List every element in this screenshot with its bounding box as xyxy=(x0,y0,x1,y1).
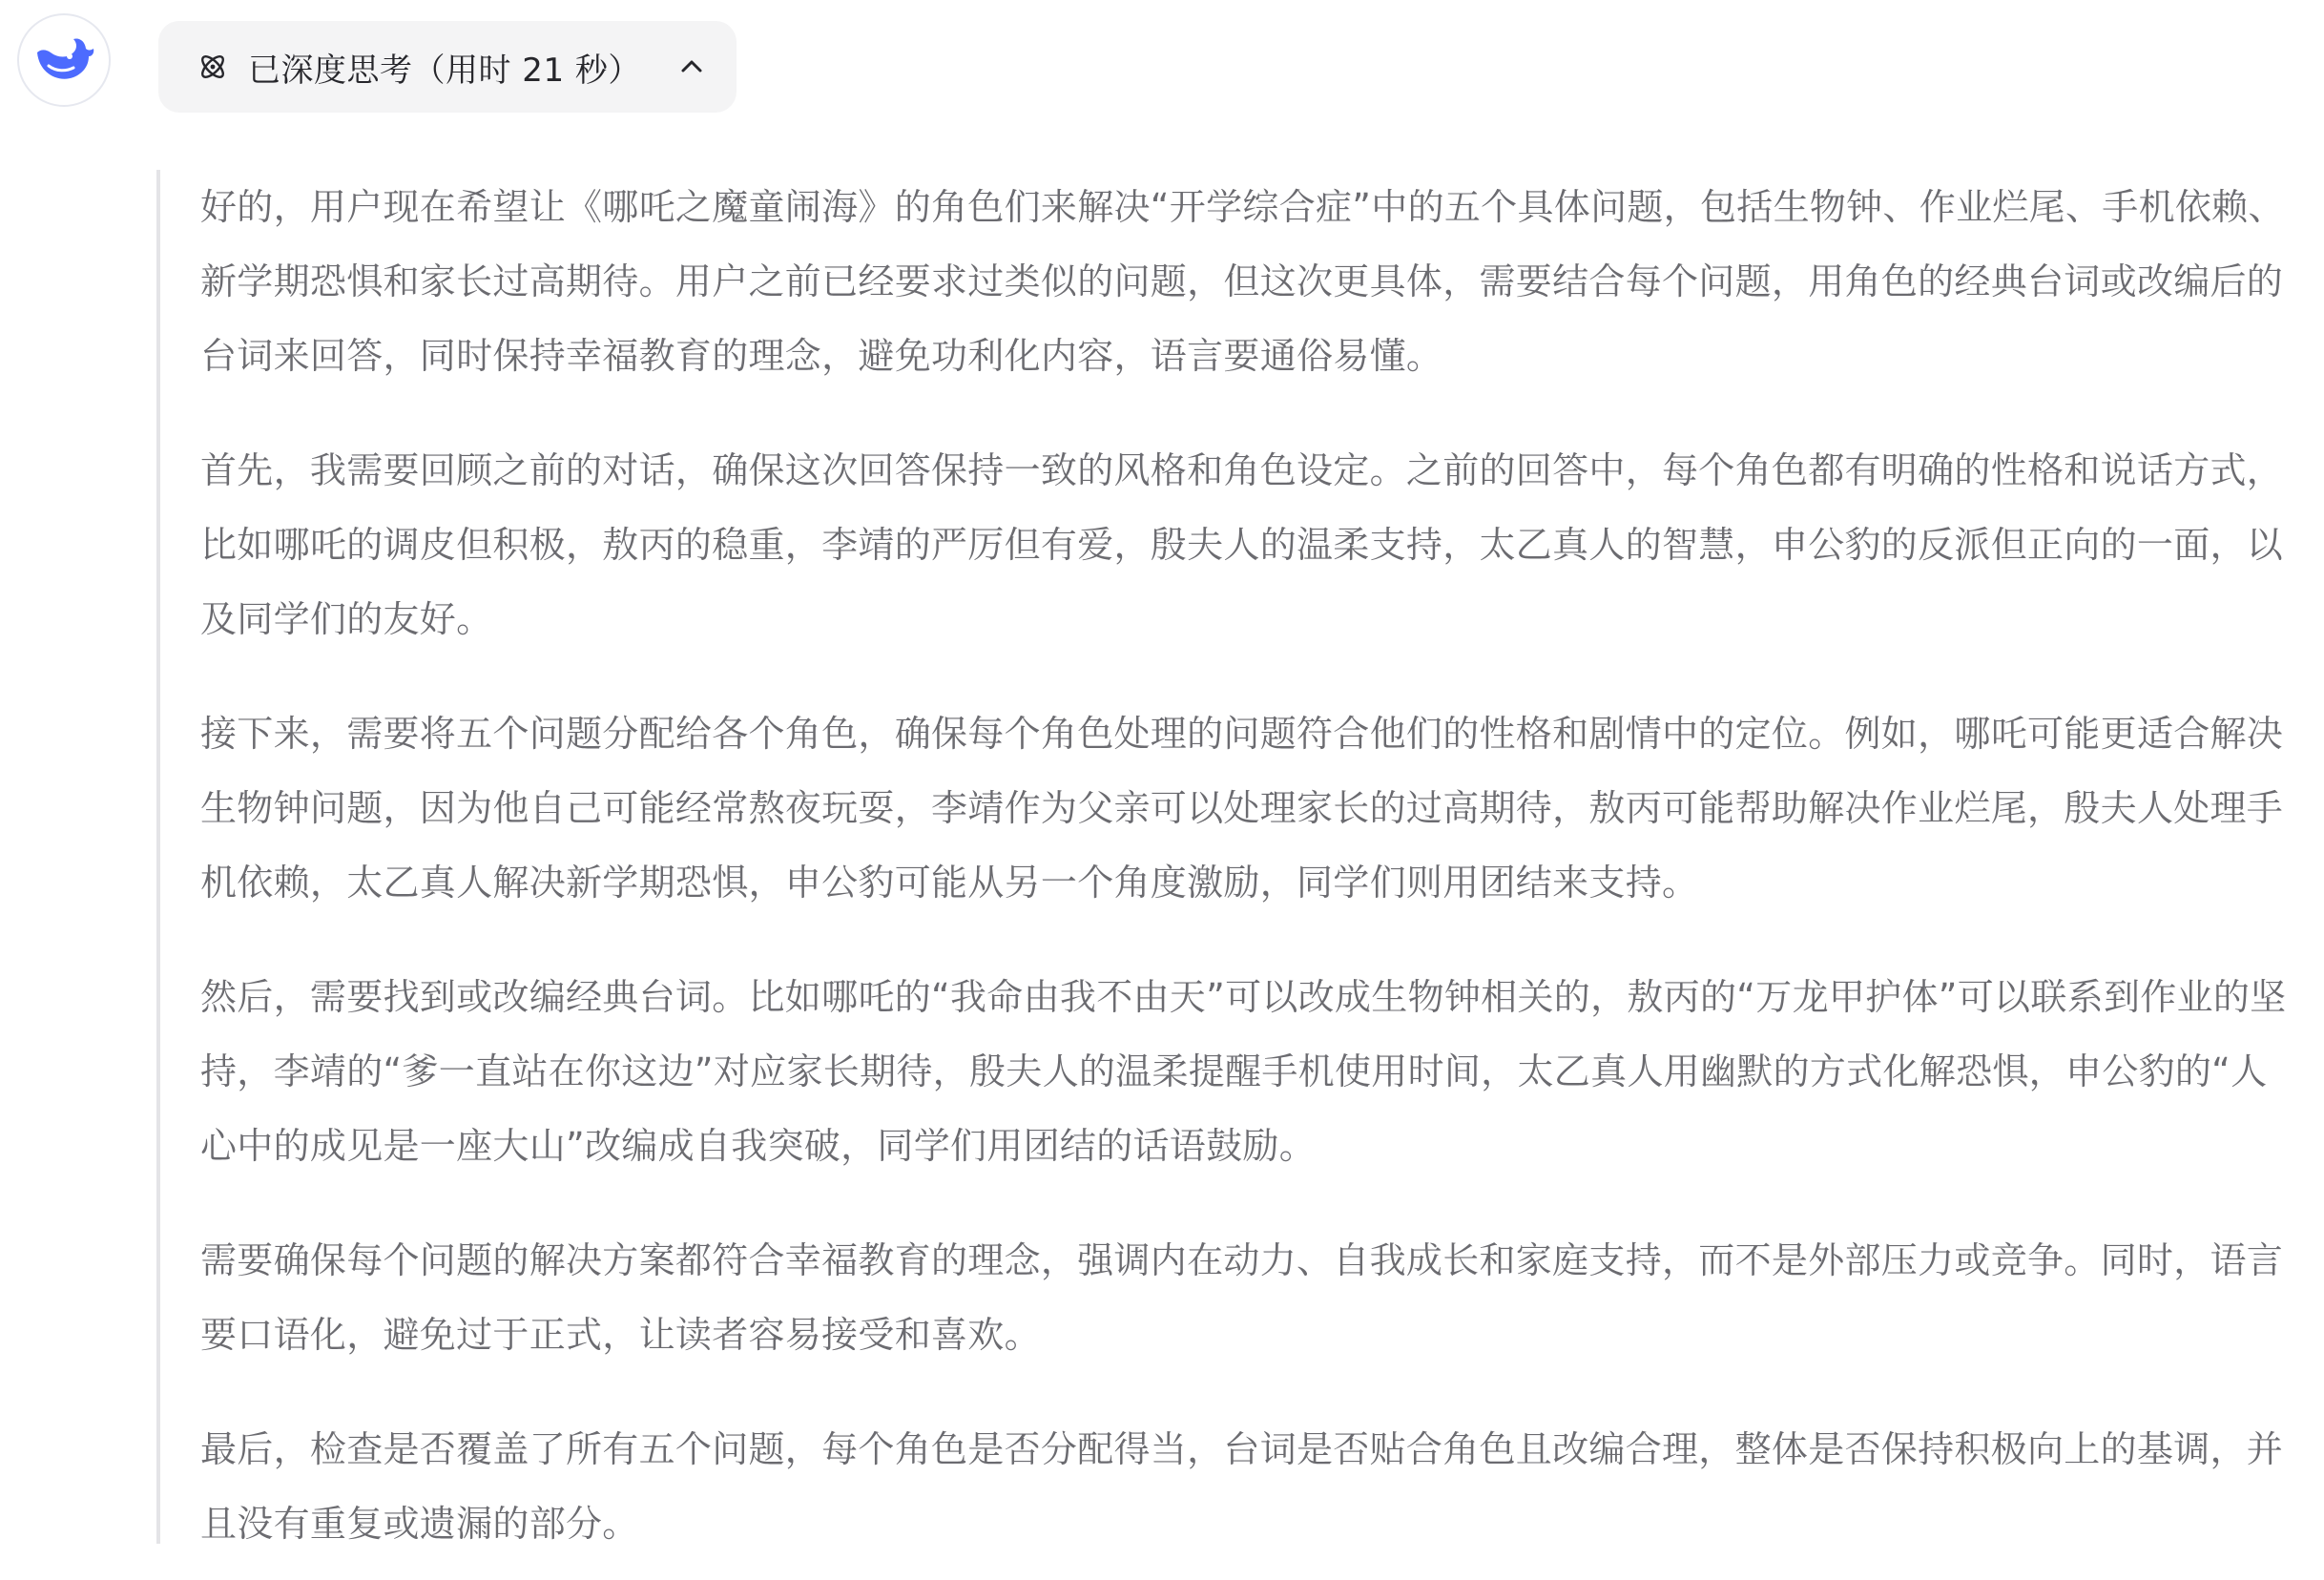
whale-logo-icon xyxy=(30,24,98,96)
thought-paragraph: 接下来，需要将五个问题分配给各个角色，确保每个角色处理的问题符合他们的性格和剧情中的定位。例如，哪吒可能更适合解决生物钟问题，因为他自己可能经常熬夜玩耍，李靖作为父亲可以处理家长的过高期待，敖丙可能帮助解决作业烂尾，殷夫人处理手机依赖，太乙真人解决新学期恐惧，申公豹可能从另一个角度激励，同学们则用团结来支持。 xyxy=(200,713,2284,904)
atom-icon xyxy=(197,51,229,83)
assistant-avatar xyxy=(17,13,111,107)
thinking-content xyxy=(156,170,2293,1544)
thought-paragraph: 然后，需要找到或改编经典台词。比如哪吒的“我命由我不由天”可以改成生物钟相关的，敖丙的“万龙甲护体”可以联系到作业的坚持，李靖的“爹一直站在你这边”对应家长期待，殷夫人的温柔提醒手机使用时间，太乙真人用幽默的方式化解恐惧，申公豹的“人心中的成见是一座大山”改编成自我突破，同学们用团结的话语鼓励。 xyxy=(200,976,2287,1167)
thinking-toggle-button[interactable] xyxy=(158,21,737,113)
chevron-up-icon xyxy=(677,52,706,81)
thinking-status-label: 已深度思考（用时 21 秒） xyxy=(248,51,641,90)
thought-paragraph: 好的，用户现在希望让《哪吒之魔童闹海》的角色们来解决“开学综合症”中的五个具体问题，包括生物钟、作业烂尾、手机依赖、新学期恐惧和家长过高期待。用户之前已经要求过类似的问题，但这次更具体，需要结合每个问题，用角色的经典台词或改编后的台词来回答，同时保持幸福教育的理念，避免功利化内容，语言要通俗易懂。 xyxy=(200,186,2285,377)
thought-paragraph: 首先，我需要回顾之前的对话，确保这次回答保持一致的风格和角色设定。之前的回答中，每个角色都有明确的性格和说话方式，比如哪吒的调皮但积极，敖丙的稳重，李靖的严厉但有爱，殷夫人的温柔支持，太乙真人的智慧，申公豹的反派但正向的一面，以及同学们的友好。 xyxy=(200,449,2284,640)
thought-paragraph: 最后，检查是否覆盖了所有五个问题，每个角色是否分配得当，台词是否贴合角色且改编合理，整体是否保持积极向上的基调，并且没有重复或遗漏的部分。 xyxy=(200,1428,2284,1545)
thought-paragraph: 需要确保每个问题的解决方案都符合幸福教育的理念，强调内在动力、自我成长和家庭支持，而不是外部压力或竞争。同时，语言要口语化，避免过于正式，让读者容易接受和喜欢。 xyxy=(200,1239,2284,1356)
